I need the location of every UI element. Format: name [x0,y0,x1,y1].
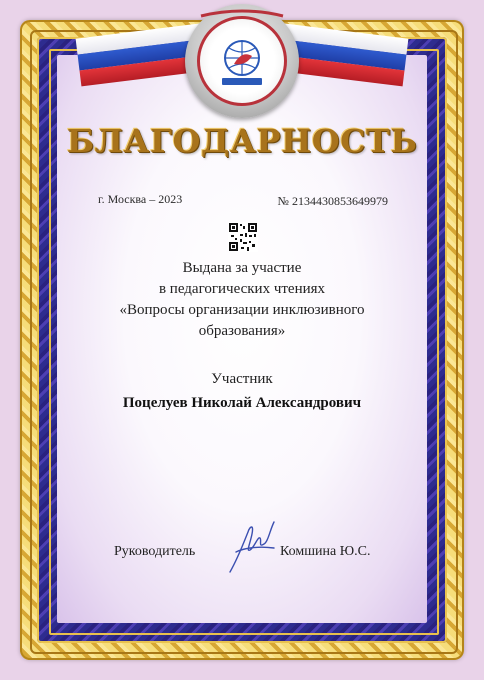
head-name: Комшина Ю.С. [280,544,371,559]
emblem-ribbon-icon [199,8,285,18]
head-label: Руководитель [114,544,196,559]
city-year: г. Москва – 2023 [98,192,183,206]
organization-emblem [185,4,299,118]
body-line-3: «Вопросы организации инклюзивного [119,302,365,318]
certificate-heading: БЛАГОДАРНОСТЬ [66,122,418,160]
body-line-2: в педагогических чтениях [158,281,326,297]
body-line-4: образования» [198,323,286,339]
body-line-1: Выдана за участие [182,260,302,276]
certificate-body-text [57,258,427,342]
signature-icon [224,518,278,574]
participant-role: Участник [211,371,273,387]
recipient-name: Поцелуев Николай Александрович [122,395,362,411]
qr-code-icon [228,222,258,252]
emblem-globe-icon [212,34,272,88]
certificate-number: № 2134430853649979 [277,194,388,208]
